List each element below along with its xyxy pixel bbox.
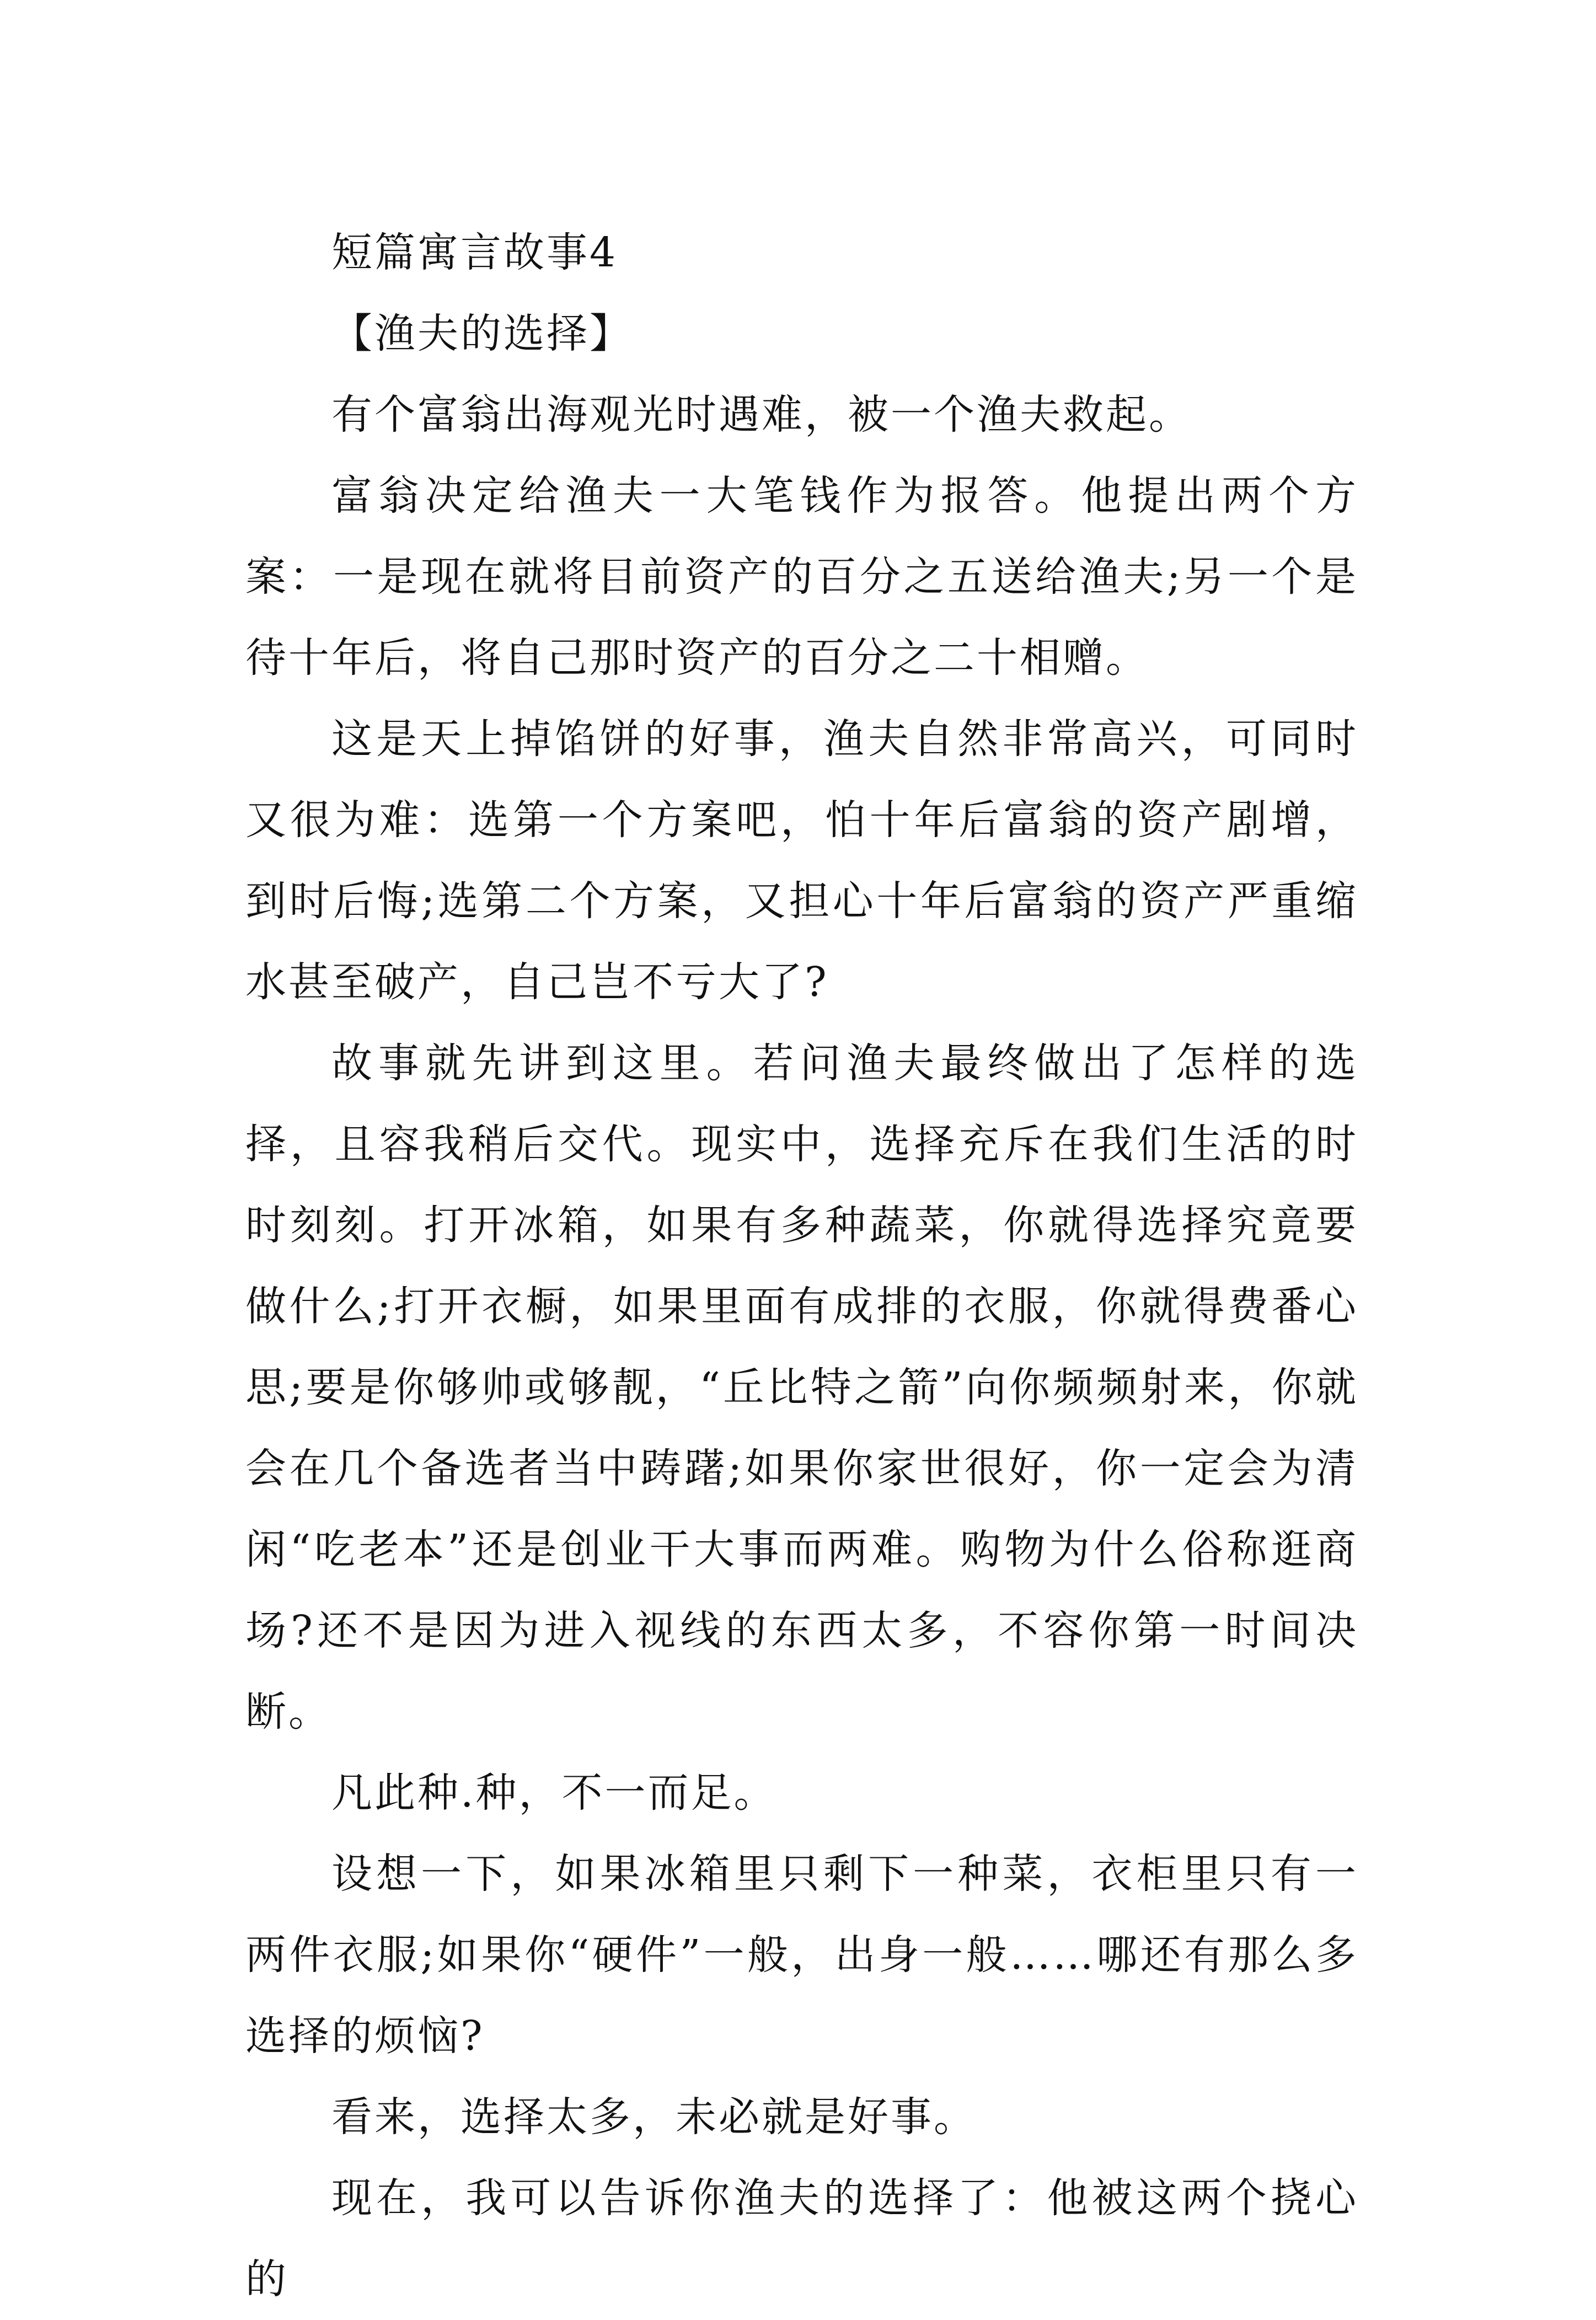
document-body (245, 212, 1358, 2320)
paragraph: 现在，我可以告诉你渔夫的选择了：他被这两个挠心的 (245, 2174, 1358, 2303)
paragraph: 富翁决定给渔夫一大笔钱作为报答。他提出两个方案：一是现在就将目前资产的百分之五送给渔夫;另一个是待十年后，将自己那时资产的百分之二十相赠。 (245, 472, 1358, 682)
story-title: 【渔夫的选择】 (331, 310, 633, 357)
paragraph: 凡此种.种，不一而足。 (331, 1769, 777, 1817)
section-heading: 短篇寓言故事4 (331, 229, 618, 276)
paragraph: 故事就先讲到这里。若问渔夫最终做出了怎样的选择，且容我稍后交代。现实中，选择充斥在我们生活的时时刻刻。打开冰箱，如果有多种蔬菜，你就得选择究竟要做什么;打开衣橱，如果里面有成排的衣服，你就得费番心思;要是你够帅或够靓，“丘比特之箭”向你频频射来，你就会在几个备选者当中踌躇;如果你家世很好，你一定会为清闲“吃老本”还是创业干大事而两难。购物为什么俗称逛商场?还不是因为进入视线的东西太多，不容你第一时间决断。 (245, 1040, 1358, 1735)
paragraph: 看来，选择太多，未必就是好事。 (331, 2093, 977, 2141)
paragraph: 这是天上掉馅饼的好事，渔夫自然非常高兴，可同时又很为难：选第一个方案吧，怕十年后富翁的资产剧增，到时后悔;选第二个方案，又担心十年后富翁的资产严重缩水甚至破产，自己岂不亏大了? (245, 715, 1358, 1006)
paragraph: 设想一下，如果冰箱里只剩下一种菜，衣柜里只有一两件衣服;如果你“硬件”一般，出身一般……哪还有那么多选择的烦恼? (245, 1850, 1358, 2060)
paragraph: 有个富翁出海观光时遇难，被一个渔夫救起。 (331, 391, 1192, 438)
